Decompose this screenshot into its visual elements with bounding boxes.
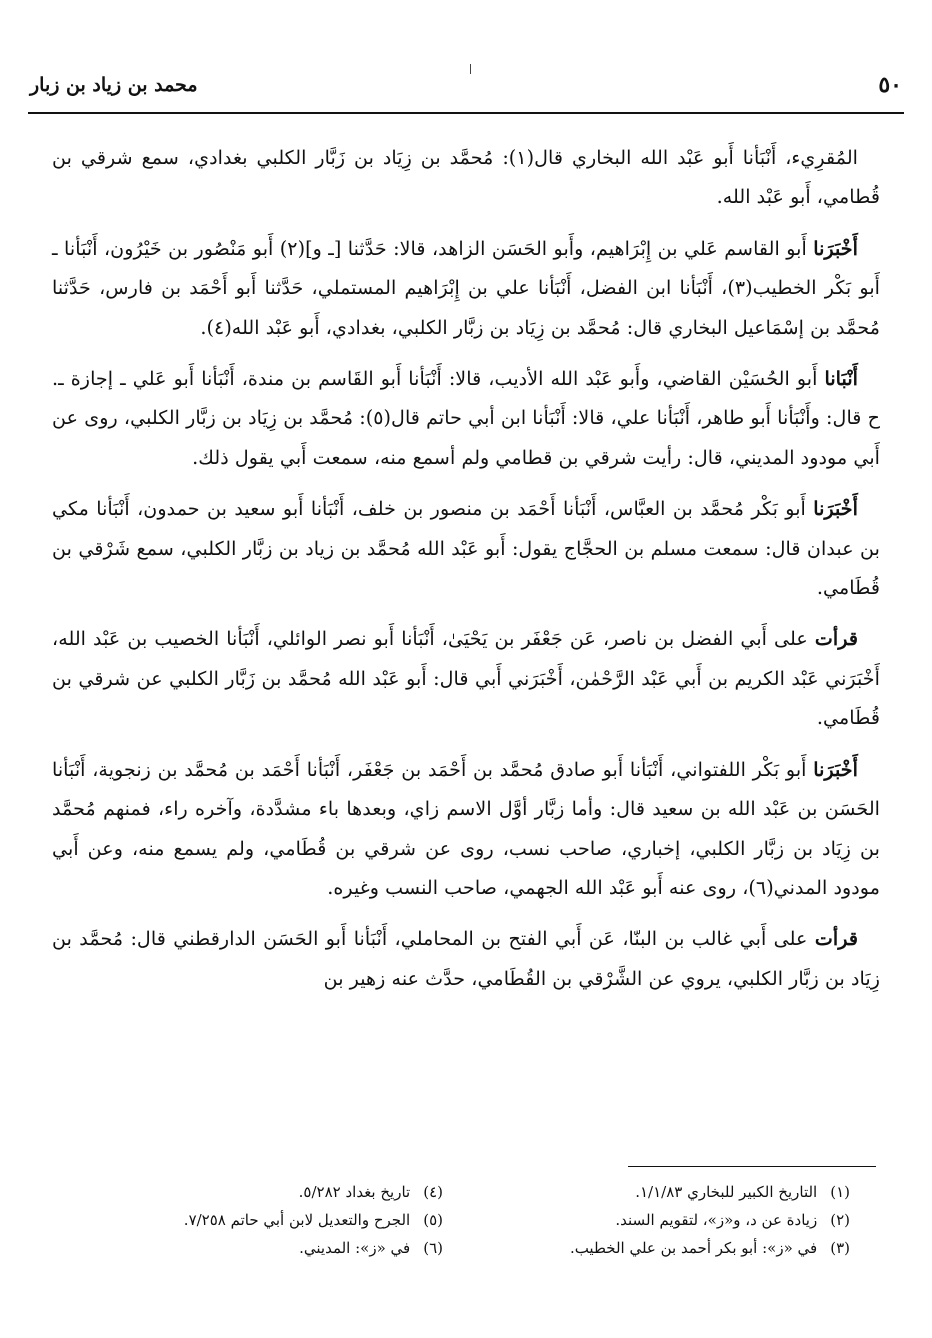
footnote bbox=[479, 1180, 850, 1204]
paragraph-text: على أَبي الفضل بن ناصر، عَن جَعْفَر بن يَحْيَىٰ، أَنْبَأنا أَبو نصر الوائلي، أَنْبَأنا الخصيب بن عَبْد الله، أَخْبَرَني عَبْد الكريم بن أَبي عَبْد الرَّحْمٰن، أَخْبَرَني أَبي قال: أَبو عَبْد الله مُحمَّد بن زَبَّار الكلبي عن شرقي بن قُطَامي. bbox=[52, 627, 880, 730]
footnote bbox=[72, 1208, 443, 1232]
paragraph-lead-word: أَخْبَرَنا bbox=[813, 497, 858, 521]
paragraph bbox=[52, 919, 880, 998]
footnote-text: تاريخ بغداد ٥/٢٨٢. bbox=[298, 1183, 411, 1201]
paragraph-text: أَبو الحُسَيْن القاضي، وأَبو عَبْد الله الأديب، قالا: أَنْبَأنا أَبو القَاسم بن مندة، أَنْبَأنا أَبو عَلي ـ إجازة ـ. ح قال: وأَنْبَأنا أَبو طاهر، أَنْبَأنا علي، قالا: أَنْبَأنا ابن أبي حاتم قال(٥): مُحمَّد بن زِيَاد بن زبَّار الكلبي، روى عن أَبي مودود المديني، قال: رأيت شرقي بن قطامي ولم أسمع منه، سمعت أَبي يقول ذلك. bbox=[52, 367, 880, 469]
paragraph bbox=[52, 138, 880, 217]
paragraph-lead-word: أَنْبَانا bbox=[824, 367, 858, 391]
running-header bbox=[30, 72, 902, 108]
footnote-text: في «ز»: أبو بكر أحمد بن علي الخطيب. bbox=[569, 1239, 818, 1257]
paragraph bbox=[52, 619, 880, 737]
paragraph-text: أَبو القاسم عَلي بن إِبْرَاهيم، وأَبو الحَسَن الزاهد، قالا: حَدَّثنا [ـ و](٢) أَبو مَنْصُور بن خَيْرُون، أَنْبَأنا ـ أَبو بَكْر الخطيب(٣)، أَنْبَأنا ابن الفضل، أَنْبَأنا علي بن إِبْرَاهيم المستملي، حَدَّثنا أَبو أَحْمَد بن فارس، حَدَّثنا مُحمَّد بن إسْمَاعيل البخاري قال: مُحمَّد بن زِيَاد بن زبَّار الكلبي، بغدادي، أَبو عَبْد الله(٤). bbox=[52, 236, 880, 339]
paragraph-lead-word: قرأت bbox=[814, 627, 858, 651]
footnote bbox=[72, 1236, 443, 1260]
footnote bbox=[479, 1236, 850, 1260]
header-rule bbox=[28, 112, 904, 114]
footnotes bbox=[72, 1180, 850, 1260]
paragraph-lead-word: أَخْبَرَنا bbox=[813, 757, 858, 781]
footnote-number: (٢) bbox=[830, 1211, 850, 1229]
paragraph bbox=[52, 359, 880, 477]
footnote-rule bbox=[628, 1166, 876, 1167]
footnote-text: الجرح والتعديل لابن أبي حاتم ٧/٢٥٨. bbox=[183, 1211, 411, 1229]
footnote-text: زيادة عن د، و«ز»، لتقويم السند. bbox=[615, 1211, 818, 1229]
footnote-number: (٤) bbox=[423, 1183, 443, 1201]
footnote-number: (٥) bbox=[423, 1211, 443, 1229]
main-text bbox=[52, 138, 880, 1010]
paragraph-lead-word: قرأت bbox=[814, 927, 858, 951]
footnote bbox=[72, 1180, 443, 1204]
paragraph-text: على أَبي غالب بن البنّا، عَن أَبي الفتح بن المحاملي، أَنْبَأنا أَبو الحَسَن الدارقطني قال: مُحمَّد بن زِيَاد بن زبَّار الكلبي، يروي عن الشَّرْقي بن القُطَامي، حدَّث عنه زهير بن bbox=[52, 927, 880, 990]
paragraph bbox=[52, 229, 880, 347]
footnote bbox=[479, 1208, 850, 1232]
footnote-number: (١) bbox=[830, 1183, 850, 1201]
paragraph-lead-word: أَخْبَرَنا bbox=[813, 236, 858, 260]
paragraph bbox=[52, 489, 880, 607]
footnote-text: التاريخ الكبير للبخاري ١/١/٨٣. bbox=[635, 1183, 818, 1201]
paragraph-text: المُقرِيء، أَنْبَأنا أَبو عَبْد الله البخاري قال(١): مُحمَّد بن زِيَاد بن زَبَّار الكلبي بغدادي، سمع شرقي بن قُطامي، أَبو عَبْد الله. bbox=[52, 146, 880, 209]
running-title: محمد بن زياد بن زبار bbox=[30, 74, 198, 96]
paragraph-text: أَبو بَكْر اللفتواني، أَنْبَأنا أَبو صادق مُحمَّد بن أَحْمَد بن جَعْفَر، أَنْبَأنا أَحْمَد بن مُحمَّد بن زنجوية، أَنْبَأنا الحَسَن بن عَبْد الله بن سعيد قال: وأما زبَّار أوَّل الاسم زاي، وبعدها باء مشدَّدة، وآخره راء، فمنهم مُحمَّد بن زِيَاد بن زبَّار الكلبي، إخباري، صاحب نسب، روى عن شرقي بن قُطَامي، ولم يسمع منه، وعن أَبي مودود المدني(٦)، روى عنه أَبو عَبْد الله الجهمي، صاحب النسب وغيره. bbox=[52, 757, 880, 899]
page-number: ٥٠ bbox=[878, 72, 902, 98]
footnote-text: في «ز»: المديني. bbox=[299, 1239, 411, 1257]
paragraph-text: أَبو بَكْر مُحمَّد بن العبَّاس، أَنْبَأنا أَحْمَد بن منصور بن خلف، أَنْبَأنا أَبو سعيد بن حمدون، أَنْبَأنا مكي بن عبدان قال: سمعت مسلم بن الحجَّاج يقول: أَبو عَبْد الله مُحمَّد بن زياد بن زبَّار الكلبي، سمع شَرْقي بن قُطَامي. bbox=[52, 497, 880, 600]
footnote-number: (٦) bbox=[423, 1239, 443, 1257]
footnote-number: (٣) bbox=[830, 1239, 850, 1257]
paragraph bbox=[52, 750, 880, 908]
